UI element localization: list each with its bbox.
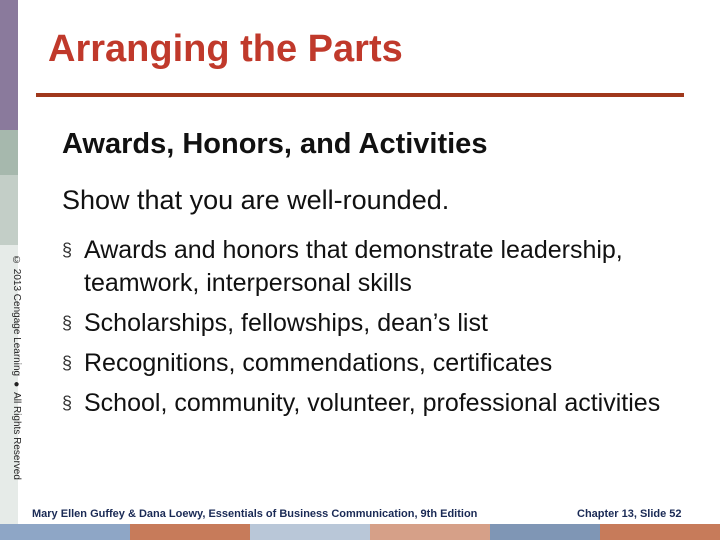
slide-title: Arranging the Parts [48, 28, 403, 70]
bullet-text: Scholarships, fellowships, dean’s list [84, 309, 488, 337]
title-underline [36, 93, 684, 97]
bottom-bar-segment [130, 524, 250, 540]
section-heading: Awards, Honors, and Activities [62, 128, 488, 160]
bottom-decorative-bar [0, 524, 720, 540]
bullet-item [62, 387, 702, 420]
bullet-list [62, 234, 702, 427]
copyright-notice: © 2013 Cengage Learning ● All Rights Reserved [11, 255, 22, 480]
bullet-icon: § [62, 353, 73, 373]
bottom-bar-segment [490, 524, 600, 540]
footer-citation: Mary Ellen Guffey & Dana Loewy, Essentials of Business Communication, 9th Edition [32, 508, 478, 520]
bullet-icon: § [62, 313, 73, 333]
bottom-bar-segment [370, 524, 490, 540]
bottom-bar-segment [600, 524, 720, 540]
left-bar-segment [0, 130, 18, 175]
bullet-item [62, 234, 702, 300]
bullet-text: Recognitions, commendations, certificates [84, 349, 553, 377]
left-bar-segment [0, 0, 18, 130]
bullet-icon: § [62, 393, 73, 413]
bottom-bar-segment [250, 524, 370, 540]
slide-number: Chapter 13, Slide 52 [577, 508, 682, 520]
bullet-icon: § [62, 240, 73, 260]
bullet-item [62, 347, 702, 380]
bullet-item [62, 307, 702, 340]
bullet-text: Awards and honors that demonstrate leadership, teamwork, interpersonal skills [84, 236, 623, 297]
left-bar-segment [0, 175, 18, 245]
bottom-bar-segment [0, 524, 130, 540]
bullet-text: School, community, volunteer, professional activities [84, 389, 661, 417]
lead-text: Show that you are well-rounded. [62, 185, 450, 215]
